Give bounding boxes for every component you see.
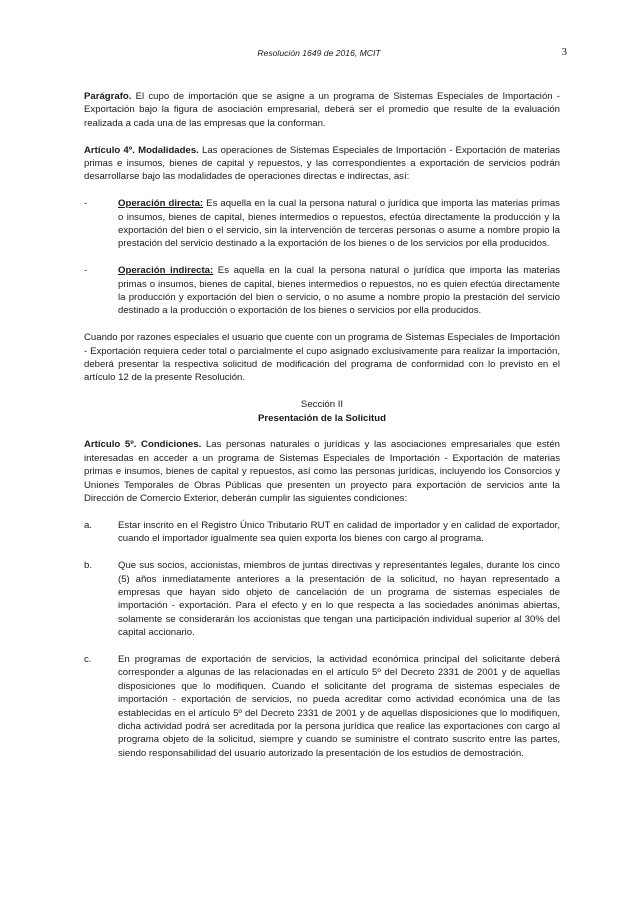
list-marker: - <box>84 198 88 210</box>
list-item-operacion-indirecta <box>84 264 560 318</box>
list-item-condition-a <box>84 519 560 546</box>
articulo-5-paragraph <box>84 438 560 505</box>
operacion-indirecta-label: Operación indirecta: <box>118 265 214 277</box>
operacion-directa-label: Operación directa: <box>118 198 204 210</box>
page-number: 3 <box>561 46 567 58</box>
operacion-indirecta-text: Es aquella en la cual la persona natural o jurídica que importa las materias primas o insumos, bienes de capital, bienes intermedios o repuestos, no es quien efectúa directamente la producción y exportación del bien o servicio, o no asume a nombre propio la prestación del servicio destinado a la producción o exportación de los bienes o servicios por ella producidos. <box>118 265 560 317</box>
condition-c-text: En programas de exportación de servicios, la actividad económica principal del solicitante deberá corresponder a algunas de las relacionadas en el artículo 5º del Decreto 2331 de 2001 y de aquellas disposiciones que lo modifiquen. Cuando el solicitante del programa de sistemas especiales de importación - exportación de servicios, no pueda acreditar como actividad económica una de las establecidas en el artículo 5º del Decreto 2331 de 2001 y de aquellas disposiciones que lo modifiquen, dicha actividad podrá ser acreditada por la persona jurídica que realice las exportaciones con cargo al programa objeto de la solicitud, siempre y cuando se suministre el contrato suscrito entre las partes, siendo responsabilidad del usuario autorizado la presentación de los estudios de demostración. <box>118 653 560 759</box>
articulo-4-label: Artículo 4º. Modalidades. <box>84 144 199 156</box>
list-item-condition-c <box>84 653 560 760</box>
condition-b-text: Que sus socios, accionistas, miembros de juntas directivas y representantes legales, durante los cinco (5) años inmediatamente anteriores a la presentación de la solicitud, no hayan representado a empresas que hayan sido objeto de cancelación de un programa de sistemas especiales de importación - exportación. Para el efecto y en lo que respecta a las sociedades anónimas abiertas, solamente se considerarán los accionistas que tengan una participación individual superior al 30% del capital accionario. <box>118 560 560 639</box>
list-marker: c. <box>84 653 92 665</box>
list-marker: b. <box>84 560 93 572</box>
paragrafo-text: El cupo de importación que se asigne a un programa de Sistemas Especiales de Importación - Exportación bajo la figura de asociación empresarial, deberá ser el promedio que resulte de la evaluación realizada a cada una de las empresas que la conforman. <box>84 91 560 129</box>
list-marker: a. <box>84 519 93 531</box>
header-title: Resolución 1649 de 2016, MCIT <box>257 48 381 58</box>
page-header <box>0 46 638 60</box>
paragrafo-label: Parágrafo. <box>84 91 132 102</box>
articulo-5-label: Artículo 5º. Condiciones. <box>84 439 202 451</box>
paragrafo-paragraph <box>84 90 560 130</box>
articulo-4-paragraph <box>84 144 560 184</box>
section-number: Sección II <box>300 399 344 411</box>
operacion-directa-text: Es aquella en la cual la persona natural o jurídica que importa las materias primas o insumos, bienes de capital, bienes intermedios o repuestos, efectúa directamente la producción y la exportación del bien o el servicio, sin la intervención de terceras personas o asume a nombre propio la prestación del servicio destinado a la exportación de los bienes o de los servicios por ella producidos. <box>118 198 560 250</box>
articulo-4-text: Las operaciones de Sistemas Especiales de Importación - Exportación de materias primas e insumos, bienes de capital y repuestos, y las correspondientes a exportación de servicios podrán desarrollarse bajo las modalidades de operaciones directas e indirectas, así: <box>84 144 560 183</box>
document-body <box>84 90 560 774</box>
section-title: Presentación de la Solicitud <box>258 412 386 424</box>
articulo-5-text: Las personas naturales o jurídicas y las asociaciones empresariales que estén interesadas en acceder a un programa de Sistemas Especiales de Importación - Exportación de materias primas e insumos, bienes de capital y repuestos, así como las personas jurídicas, incluyendo los Consorcios y Uniones Temporales de Obras Públicas que presenten un proyecto para exportación de servicios ante la Dirección de Comercio Exterior, deberán cumplir las siguientes condiciones: <box>84 439 560 505</box>
condition-a-text: Estar inscrito en el Registro Único Tributario RUT en calidad de importador y en calidad de exportador, cuando el importador igualmente sea quien exporta los bienes con cargo al programa. <box>118 519 560 545</box>
list-item-condition-b <box>84 559 560 639</box>
articulo-4-closing: Cuando por razones especiales el usuario que cuente con un programa de Sistemas Especiales de Importación - Exportación requiera ceder total o parcialmente el cupo asignado exclusivamente para realizar la importación, deberá presentar la respectiva solicitud de modificación del programa de conformidad con lo previsto en el artículo 12 de la presente Resolución. <box>84 332 560 384</box>
list-marker: - <box>84 265 88 277</box>
list-item-operacion-directa <box>84 197 560 251</box>
